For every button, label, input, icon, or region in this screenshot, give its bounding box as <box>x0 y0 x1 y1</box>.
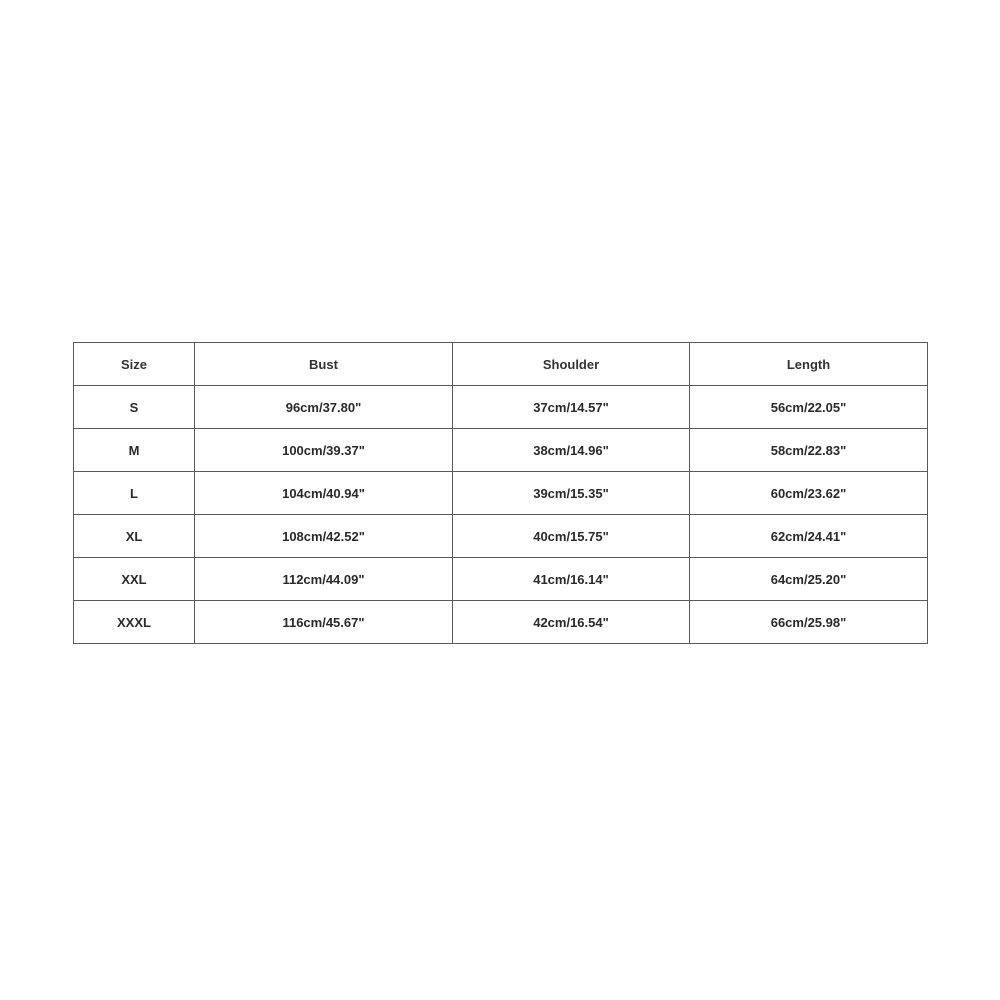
cell-size: XXXL <box>74 601 195 644</box>
header-row <box>74 343 928 386</box>
cell-length: 62cm/24.41" <box>690 515 928 558</box>
cell-shoulder: 37cm/14.57" <box>453 386 690 429</box>
cell-length: 64cm/25.20" <box>690 558 928 601</box>
header-shoulder: Shoulder <box>453 343 690 386</box>
table-row <box>74 472 928 515</box>
cell-shoulder: 39cm/15.35" <box>453 472 690 515</box>
table-header <box>74 343 928 386</box>
cell-length: 58cm/22.83" <box>690 429 928 472</box>
table-row <box>74 558 928 601</box>
table-row <box>74 386 928 429</box>
table-row <box>74 429 928 472</box>
table-row <box>74 515 928 558</box>
cell-length: 60cm/23.62" <box>690 472 928 515</box>
cell-length: 56cm/22.05" <box>690 386 928 429</box>
cell-size: L <box>74 472 195 515</box>
cell-size: XL <box>74 515 195 558</box>
header-size: Size <box>74 343 195 386</box>
cell-shoulder: 38cm/14.96" <box>453 429 690 472</box>
cell-size: M <box>74 429 195 472</box>
cell-bust: 104cm/40.94" <box>195 472 453 515</box>
header-bust: Bust <box>195 343 453 386</box>
cell-length: 66cm/25.98" <box>690 601 928 644</box>
cell-bust: 108cm/42.52" <box>195 515 453 558</box>
cell-bust: 96cm/37.80" <box>195 386 453 429</box>
cell-bust: 112cm/44.09" <box>195 558 453 601</box>
cell-bust: 116cm/45.67" <box>195 601 453 644</box>
table-row <box>74 601 928 644</box>
size-chart-table <box>73 342 928 644</box>
cell-bust: 100cm/39.37" <box>195 429 453 472</box>
cell-shoulder: 40cm/15.75" <box>453 515 690 558</box>
cell-shoulder: 41cm/16.14" <box>453 558 690 601</box>
cell-size: S <box>74 386 195 429</box>
cell-size: XXL <box>74 558 195 601</box>
cell-shoulder: 42cm/16.54" <box>453 601 690 644</box>
header-length: Length <box>690 343 928 386</box>
table-body <box>74 386 928 644</box>
